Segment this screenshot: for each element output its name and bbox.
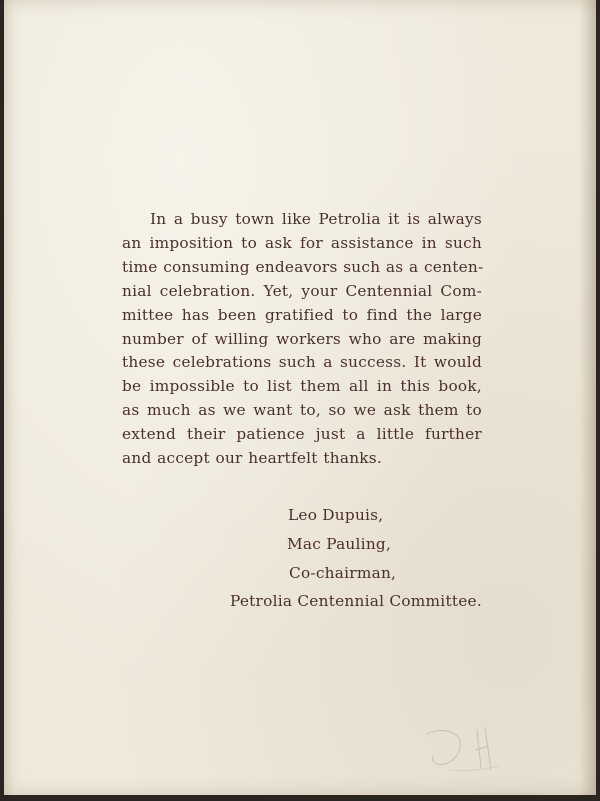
paragraph-line: time consuming endeavors such as a centen- bbox=[122, 257, 484, 276]
paragraph-line: and accept our heartfelt thanks. bbox=[122, 449, 383, 468]
pencil-mark-icon bbox=[419, 720, 509, 780]
committee-name: Petrolia Centennial Committee. bbox=[230, 592, 482, 610]
paragraph-line: an imposition to ask for assistance in such bbox=[122, 233, 482, 252]
paragraph-line: these celebrations such a success. It would bbox=[122, 353, 482, 372]
book-page bbox=[4, 0, 596, 795]
paragraph-line: be impossible to list them all in this book, bbox=[122, 377, 482, 396]
signatory-title: Co-chairman, bbox=[289, 564, 397, 582]
signatory-name-1: Leo Dupuis, bbox=[288, 506, 384, 524]
paragraph-line: In a busy town like Petrolia it is always bbox=[150, 210, 482, 228]
paragraph-line: extend their patience just a little further bbox=[122, 425, 482, 444]
paragraph-line: number of willing workers who are making bbox=[122, 329, 482, 348]
paragraph-line: nial celebration. Yet, your Centennial Com- bbox=[122, 281, 482, 300]
paragraph-line: as much as we want to, so we ask them to bbox=[122, 401, 482, 420]
paragraph-line: mittee has been gratified to find the large bbox=[122, 305, 482, 324]
thank-you-paragraph bbox=[122, 208, 482, 471]
signatory-name-2: Mac Pauling, bbox=[287, 535, 392, 553]
